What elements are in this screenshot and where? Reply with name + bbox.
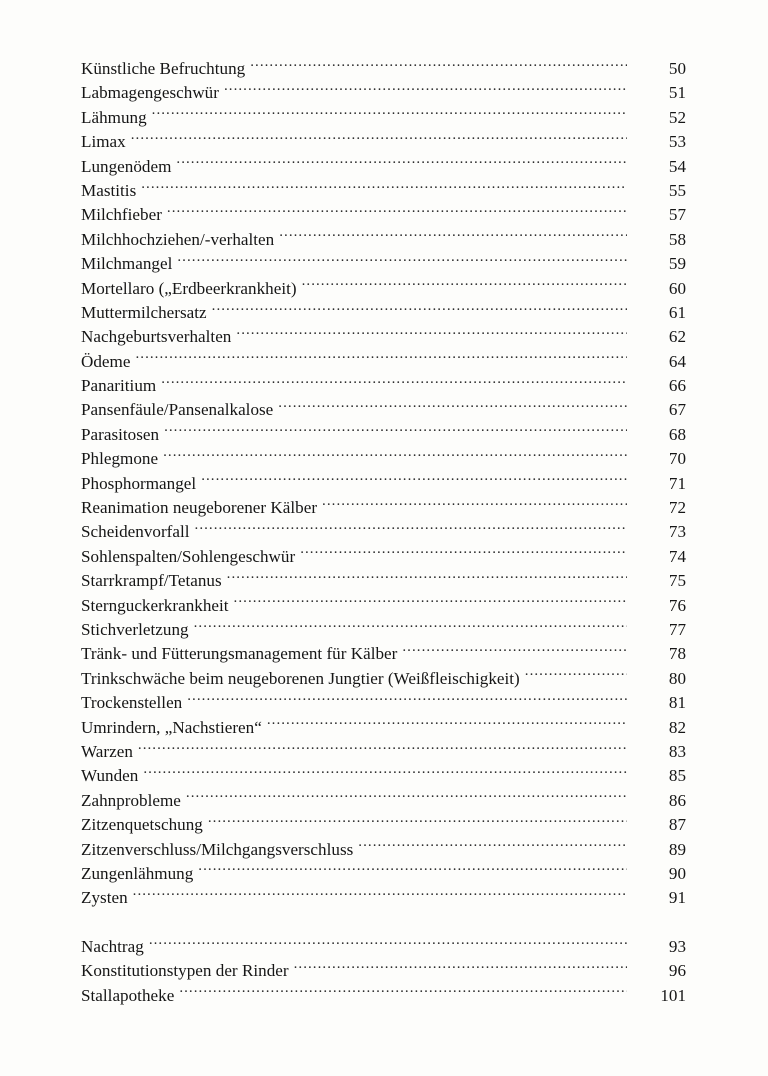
toc-entry[interactable] — [81, 325, 686, 349]
dot-leader — [302, 278, 627, 294]
toc-entry-page-number: 78 — [668, 644, 686, 664]
toc-entry[interactable] — [81, 545, 686, 569]
toc-entry-page-number: 91 — [668, 888, 686, 908]
dot-leader — [278, 399, 627, 415]
dot-leader — [161, 375, 627, 391]
dot-leader — [131, 131, 627, 147]
toc-entry[interactable] — [81, 252, 686, 276]
dot-leader — [143, 765, 627, 781]
toc-entry-page-number: 77 — [668, 619, 686, 639]
toc-entry-page-number: 52 — [668, 107, 686, 127]
toc-entry[interactable] — [81, 520, 686, 544]
dot-leader — [224, 82, 627, 98]
toc-entry[interactable] — [81, 301, 686, 325]
toc-entry-title: Lungenödem — [81, 156, 172, 176]
toc-entry-title: Stichverletzung — [81, 619, 189, 639]
toc-entry[interactable] — [81, 228, 686, 252]
toc-entry-page-number: 55 — [668, 180, 686, 200]
toc-entry-title: Scheidenvorfall — [81, 522, 190, 542]
toc-entry-page-number: 101 — [660, 985, 686, 1005]
toc-entry-title: Zungenlähmung — [81, 863, 194, 883]
toc-entry-page-number: 53 — [668, 132, 686, 152]
dot-leader — [133, 887, 627, 903]
toc-entry[interactable] — [81, 472, 686, 496]
toc-entry-title: Muttermilchersatz — [81, 302, 207, 322]
dot-leader — [525, 668, 627, 684]
toc-entry-title: Milchmangel — [81, 254, 173, 274]
toc-entry-page-number: 87 — [668, 815, 686, 835]
toc-entry[interactable] — [81, 179, 686, 203]
dot-leader — [227, 570, 627, 586]
toc-entry[interactable] — [81, 813, 686, 837]
toc-entry-title: Milchfieber — [81, 205, 162, 225]
toc-entry[interactable] — [81, 789, 686, 813]
toc-entry-page-number: 67 — [668, 400, 686, 420]
dot-leader — [187, 692, 627, 708]
toc-entry-page-number: 72 — [668, 498, 686, 518]
dot-leader — [294, 960, 627, 976]
toc-entry[interactable] — [81, 642, 686, 666]
toc-entry[interactable] — [81, 959, 686, 983]
toc-entry-page-number: 75 — [668, 571, 686, 591]
toc-entry-page-number: 83 — [668, 741, 686, 761]
toc-entry-title: Limax — [81, 132, 126, 152]
toc-entry-page-number: 66 — [668, 376, 686, 396]
dot-leader — [135, 351, 627, 367]
toc-entry[interactable] — [81, 447, 686, 471]
toc-entry-page-number: 96 — [668, 961, 686, 981]
dot-leader — [234, 595, 627, 611]
toc-entry-title: Trockenstellen — [81, 693, 183, 713]
toc-entry-title: Lähmung — [81, 107, 147, 127]
toc-entry-title: Zitzenquetschung — [81, 815, 203, 835]
toc-entry[interactable] — [81, 130, 686, 154]
toc-entry-page-number: 80 — [668, 668, 686, 688]
toc-entry-page-number: 54 — [668, 156, 686, 176]
toc-entry-title: Wunden — [81, 766, 139, 786]
dot-leader — [152, 107, 627, 123]
toc-entry[interactable] — [81, 667, 686, 691]
toc-entry[interactable] — [81, 594, 686, 618]
toc-entry-page-number: 61 — [668, 302, 686, 322]
toc-entry[interactable] — [81, 374, 686, 398]
toc-entry-page-number: 85 — [668, 766, 686, 786]
toc-entry-title: Trinkschwäche beim neugeborenen Jungtier (Weißfleischigkeit) — [81, 668, 520, 688]
toc-entry-title: Milchhochziehen/-verhalten — [81, 229, 275, 249]
toc-entry[interactable] — [81, 764, 686, 788]
toc-entry[interactable] — [81, 350, 686, 374]
dot-leader — [250, 58, 627, 74]
toc-entry[interactable] — [81, 886, 686, 910]
toc-entry-page-number: 93 — [668, 937, 686, 957]
toc-entry-title: Panaritium — [81, 376, 157, 396]
toc-entry-title: Ödeme — [81, 351, 131, 371]
toc-entry-page-number: 64 — [668, 351, 686, 371]
toc-entry[interactable] — [81, 569, 686, 593]
dot-leader — [195, 521, 627, 537]
dot-leader — [138, 741, 627, 757]
toc-entry-page-number: 50 — [668, 59, 686, 78]
dot-leader — [167, 204, 627, 220]
toc-entry-page-number: 59 — [668, 254, 686, 274]
toc-entry-title: Nachtrag — [81, 937, 144, 957]
toc-entry-title: Tränk- und Fütterungsmanagement für Kälber — [81, 644, 398, 664]
toc-entry-page-number: 76 — [668, 595, 686, 615]
dot-leader — [177, 253, 627, 269]
dot-leader — [141, 180, 627, 196]
toc-entry-page-number: 60 — [668, 278, 686, 298]
toc-entry-page-number: 89 — [668, 839, 686, 859]
toc-entry-title: Mastitis — [81, 180, 137, 200]
dot-leader — [164, 424, 627, 440]
dot-leader — [179, 985, 627, 1001]
toc-entry-title: Labmagengeschwür — [81, 83, 219, 103]
toc-entry[interactable] — [81, 106, 686, 130]
toc-entry-title: Warzen — [81, 741, 133, 761]
toc-entry-page-number: 82 — [668, 717, 686, 737]
toc-entry-title: Pansenfäule/Pansenalkalose — [81, 400, 274, 420]
toc-entry-title: Mortellaro („Erdbeerkrankheit) — [81, 278, 297, 298]
toc-entry-title: Zysten — [81, 888, 128, 908]
toc-entry-page-number: 58 — [668, 229, 686, 249]
toc-entry[interactable] — [81, 277, 686, 301]
toc-entry-title: Starrkrampf/Tetanus — [81, 571, 222, 591]
toc-entry[interactable] — [81, 691, 686, 715]
toc-entry[interactable] — [81, 57, 686, 81]
dot-leader — [279, 229, 627, 245]
toc-entry-page-number: 68 — [668, 424, 686, 444]
dot-leader — [201, 473, 627, 489]
toc-entry[interactable] — [81, 423, 686, 447]
toc-entry-title: Reanimation neugeborener Kälber — [81, 498, 318, 518]
toc-entry-page-number: 70 — [668, 449, 686, 469]
dot-leader — [236, 326, 627, 342]
toc-entry-title: Sternguckerkrankheit — [81, 595, 229, 615]
toc-entry-title: Stallapotheke — [81, 985, 175, 1005]
toc-entry[interactable] — [81, 984, 686, 1008]
toc-entry-page-number: 71 — [668, 473, 686, 493]
toc-entry-title: Phosphormangel — [81, 473, 197, 493]
dot-leader — [358, 839, 627, 855]
toc-entry[interactable] — [81, 862, 686, 886]
dot-leader — [186, 790, 627, 806]
toc-entry-page-number: 62 — [668, 327, 686, 347]
dot-leader — [149, 936, 627, 952]
toc-entry-page-number: 51 — [668, 83, 686, 103]
toc-entry-title: Parasitosen — [81, 424, 160, 444]
toc-entry[interactable] — [81, 398, 686, 422]
toc-entry-page-number: 57 — [668, 205, 686, 225]
dot-leader — [163, 448, 627, 464]
toc-entry[interactable] — [81, 838, 686, 862]
toc-entry-page-number: 74 — [668, 546, 686, 566]
toc-entry-title: Nachgeburtsverhalten — [81, 327, 232, 347]
toc-list — [81, 57, 686, 1008]
dot-leader — [176, 156, 627, 172]
toc-entry-page-number: 73 — [668, 522, 686, 542]
toc-entry-title: Zahnprobleme — [81, 790, 181, 810]
toc-entry-title: Phlegmone — [81, 449, 159, 469]
dot-leader — [212, 302, 627, 318]
toc-entry-page-number: 86 — [668, 790, 686, 810]
toc-entry[interactable] — [81, 935, 686, 959]
toc-entry-page-number: 81 — [668, 693, 686, 713]
toc-entry-title: Sohlenspalten/Sohlengeschwür — [81, 546, 296, 566]
toc-entry-page-number: 90 — [668, 863, 686, 883]
toc-entry[interactable] — [81, 203, 686, 227]
dot-leader — [198, 863, 627, 879]
dot-leader — [208, 814, 627, 830]
dot-leader — [322, 497, 627, 513]
dot-leader — [267, 717, 627, 733]
toc-entry[interactable] — [81, 155, 686, 179]
toc-entry[interactable] — [81, 81, 686, 105]
toc-entry[interactable] — [81, 618, 686, 642]
toc-entry[interactable] — [81, 740, 686, 764]
dot-leader — [194, 619, 627, 635]
dot-leader — [402, 643, 627, 659]
toc-entry-title: Künstliche Befruchtung — [81, 59, 246, 78]
dot-leader — [300, 546, 627, 562]
toc-entry-title: Konstitutionstypen der Rinder — [81, 961, 289, 981]
toc-entry[interactable] — [81, 496, 686, 520]
toc-entry[interactable] — [81, 716, 686, 740]
toc-entry-title: Zitzenverschluss/Milchgangsverschluss — [81, 839, 354, 859]
toc-entry-title: Umrindern, „Nachstieren“ — [81, 717, 262, 737]
